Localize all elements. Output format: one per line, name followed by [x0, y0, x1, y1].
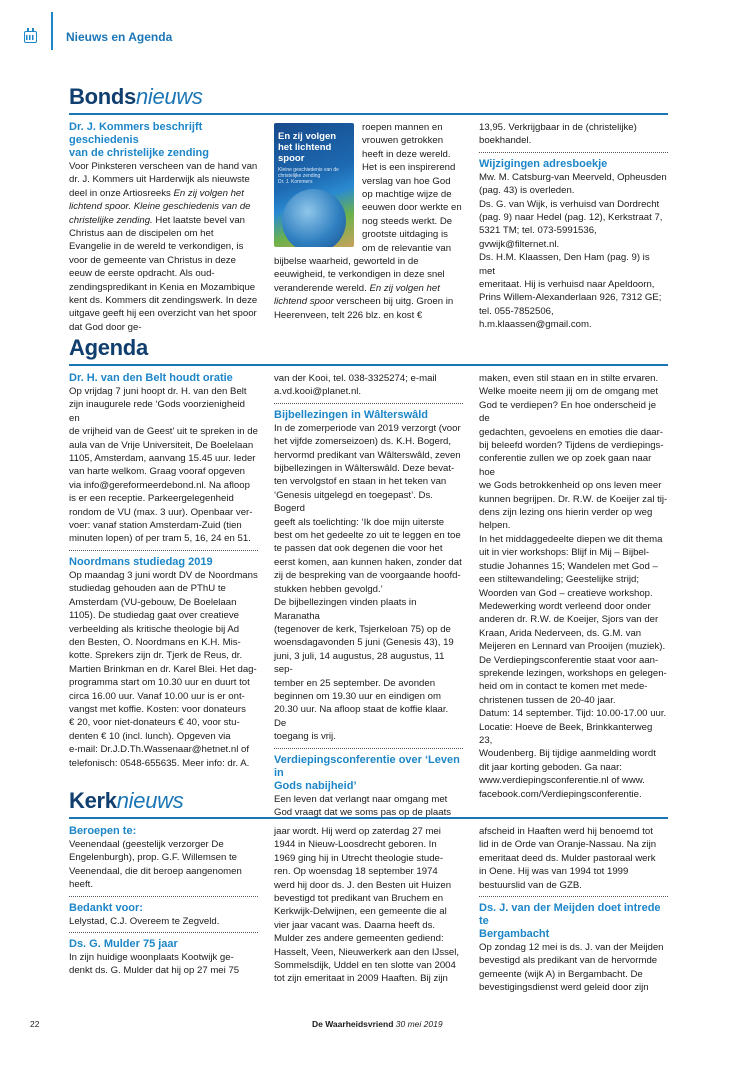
page-header	[0, 0, 738, 56]
article-body: 13,95. Verkrijgbaar in de (christelijke) boekhandel.	[479, 122, 637, 147]
article-body: van der Kooi, tel. 038-3325274; e-mail a.vd.kooi@planet.nl.	[274, 373, 437, 398]
kerknieuws-section	[69, 788, 668, 995]
article-heading: Bijbellezingen in Wâlterswâld	[274, 408, 429, 421]
agenda-section	[69, 335, 668, 819]
article-heading: Dr. H. van den Belt houdt oratie	[69, 372, 233, 384]
article-heading: Wijzigingen adresboekje	[479, 157, 608, 170]
article-heading: Beroepen te:	[69, 825, 137, 837]
issue-date: 30 mei 2019	[395, 1019, 443, 1029]
page-number: 22	[30, 1019, 40, 1029]
article-body: Lelystad, C.J. Overeem te Zegveld.	[69, 915, 220, 927]
article-heading: Noordmans studiedag 2019	[69, 555, 213, 568]
article-body: Op maandag 3 juni wordt DV de Noordmans studiedag gehouden aan de PThU te Amsterdam (VU-gebouw, De Boelelaan 1105). De studiedag gaat over creatieve verbeelding als kritische theologie bij Ad den Besten, O. Noordmans en K.H. Mis- kotte. Sprekers zijn dr. Tjerk de Reus, dr. Martien Brinkman en dr. Karel Blei. Het dag- programma start om 10.30 uur en duurt tot circa 16.00 uur. Vanaf 10.00 uur is er ont- vangst met koffie. Kosten: voor donateurs € 20, voor niet-donateurs € 40, voor stu- denten € 10 (incl. lunch). Opgeven via e-mail: Dr.J.D.Th.Wassenaar@hetnet.nl of telefonisch: 0548-655635. Meer info: dr. A.	[69, 569, 258, 769]
book-subtitle: Kleine geschiedenis van de christelijke zending	[278, 167, 339, 179]
dotted-divider	[69, 896, 258, 897]
kerknieuws-heading: Kerknieuws	[69, 788, 668, 819]
article-body: In de zomerperiode van 2019 verzorgt (voor het vijfde zomerseizoen) ds. K.H. Bogerd, hervormd predikant van Wâlterswâld, zeven bijbellezingen in Wâlterswâld. Deze bevat- ten vervolgstof en staan in het teken van ‘Genesis uitgelegd en toegepast’. Ds. Bogerd geeft als toelichting: ‘Ik doe mijn uiterste best om het gedeelte zo uit te leggen en toe te passen dat ook degenen die voor het eerst komen, aan kunnen haken, zonder dat zij de bespreking van de voorgaande hoofd- stukken hebben gevolgd.’ De bijbellezingen vinden plaats in Maranatha (tegenover de kerk, Tsjerkeloan 75) op de woensdagavonden 5 juni (Genesis 43), 19 juni, 3 juli, 14 augustus, 28 augustus, 11 sep- tember en 25 september. De avonden beginnen om 19.30 uur en eindigen om 20.30 uur. Na afloop staat de koffie klaar. De toegang is vrij.	[274, 422, 462, 743]
dotted-divider	[274, 748, 463, 749]
article-body: afscheid in Haaften werd hij benoemd tot lid in de Orde van Oranje-Nassau. Na zijn emeritaat deed ds. Mulder pastoraal werk in Oene. Hij was van 1994 tot 1999 bestuurslid van de GZB.	[479, 826, 657, 891]
globe-image	[282, 189, 346, 247]
book-author: Dr. J. Kommers	[278, 179, 313, 185]
article-body: En zij volgen het lichtend spoor Kleine geschiedenis van de christelijke zending Dr. J. Kommers roepen mannen en vrouwen getrokken heeft in deze wereld. Het is een inspirerend verslag van hoe God op machtige wijze de eeuwen door werkte en nog steeds werkt. De grootste uitdaging is om de relevantie van bijbelse waarheid, geworteld in de eeuwigheid, te verkondigen in deze snel veranderende wereld. En zij volgen het lichtend spoor verscheen bij uitg. Groen in Heerenveen, telt 226 blz. en kost €	[274, 122, 462, 321]
bonds-col-2	[274, 121, 463, 334]
agenda-col-3	[479, 372, 668, 819]
dotted-divider	[274, 403, 463, 404]
kerk-col-3	[479, 825, 668, 995]
dotted-divider	[69, 550, 258, 551]
article-body: Mw. M. Catsburg-van Meerveld, Opheusden (pag. 43) is overleden. Ds. G. van Wijk, is verhuisd van Dordrecht (pag. 9) naar Hedel (pag. 12), Kerkstraat 7, 5321 TM; tel. 073-5991536, gvwijk@filternet.nl. Ds. H.M. Klaassen, Den Ham (pag. 9) is met emeritaat. Hij is verhuisd naar Apeldoorn, Prins Willem-Alexanderlaan 926, 7312 GE; tel. 055-7852506, h.m.klaassen@gmail.com.	[479, 171, 667, 331]
section-title: Nieuws en Agenda	[66, 30, 173, 44]
article-heading: Bedankt voor:	[69, 901, 143, 914]
magazine-name: De Waarheidsvriend 30 mei 2019	[312, 1019, 443, 1029]
article-heading: Ds. J. van der Meijden doet intrede te Bergambacht	[479, 902, 661, 941]
kerk-col-2	[274, 825, 463, 995]
agenda-heading: Agenda	[69, 335, 668, 366]
book-cover-image	[274, 123, 354, 247]
agenda-col-1	[69, 372, 258, 819]
dotted-divider	[479, 896, 668, 897]
bondsnieuws-section	[69, 84, 668, 334]
article-body: Op zondag 12 mei is ds. J. van der Meijden bevestigd als predikant van de hervormde gemeente (wijk A) in Bergambacht. De bevestigingsdienst werd geleid door zijn	[479, 942, 664, 994]
article-heading: Dr. J. Kommers beschrijft geschiedenis van de christelijke zending	[69, 121, 209, 159]
agenda-col-2	[274, 372, 463, 819]
article-body: Voor Pinksteren verscheen van de hand van dr. J. Kommers uit Harderwijk als nieuwste deel in onze Artiosreeks En zij volgen het lichtend spoor. Kleine geschiedenis van de christelijke zending. Het laatste bevel van Christus aan de discipelen om het Evangelie in de wereld te verkondigen, is voor de gemeente van Christus in deze eeuw de eerste opdracht. Als oud-zendingspredikant in Kenia en Mozambique kent ds. Kommers dit zendingswerk. In deze uitgave geeft hij een overzicht van het spoor dat God door ge-	[69, 161, 258, 333]
dotted-divider	[69, 932, 258, 933]
book-title: En zij volgen het lichtend spoor	[278, 131, 337, 164]
article-body: Een leven dat verlangt naar omgang met God vraagt dat we soms pas op de plaats	[274, 793, 452, 818]
bonds-col-1	[69, 121, 258, 334]
article-heading: Ds. G. Mulder 75 jaar	[69, 938, 178, 951]
article-heading: Verdiepingsconferentie over ‘Leven in Gods nabijheid’	[274, 753, 460, 792]
article-body: In zijn huidige woonplaats Kootwijk ge- denkt ds. G. Mulder dat hij op 27 mei 75	[69, 952, 240, 977]
calendar-icon	[24, 31, 37, 43]
bondsnieuws-heading: Bondsnieuws	[69, 84, 668, 115]
dotted-divider	[479, 152, 668, 153]
kerk-col-1	[69, 825, 258, 995]
article-body: Veenendaal (geestelijk verzorger De Engelenburgh), prop. G.F. Willemsen te Veenendaal, die dit beroep aangenomen heeft.	[69, 839, 242, 891]
header-divider	[51, 12, 53, 50]
bonds-col-3	[479, 121, 668, 334]
article-body: Op vrijdag 7 juni hoopt dr. H. van den Belt zijn inaugurele rede ‘Gods voorzienigheid en de vrijheid van de Geest’ uit te spreken in de aula van de Vrije Universiteit, De Boelelaan 1105, Amsterdam, aanvang 15.45 uur. Ieder van harte welkom. Graag vooraf opgeven via info@gereformeerdebond.nl. Na afloop is er een receptie. Parkeergelegenheid rondom de VU (max. 3 uur). Openbaar ver- voer: vanaf station Amsterdam-Zuid (tien minuten lopen) of per tram 5, 16, 24 en 51.	[69, 386, 258, 545]
article-body: jaar wordt. Hij werd op zaterdag 27 mei 1944 in Nieuw-Loosdrecht geboren. In 1969 ging hij in Utrecht theologie stude- ren. Op woensdag 18 september 1974 werd hij door ds. J. den Besten uit Huizen bevestigd tot predikant van Bruchem en Kerkwijk-Delwijnen, een gemeente die al vier jaar vacant was. Daarna heeft ds. Mulder zes andere gemeenten gediend: Hasselt, Veen, Nieuwerkerk aan den IJssel, Sommelsdijk, Uddel en ten slotte van 2004 tot zijn emeritaat in 2009 Haaften. Bij zijn	[274, 826, 460, 985]
article-body: maken, even stil staan en in stilte ervaren. Welke moeite neem jij om de omgang met God te verdiepen? En hoe onderscheid je de gedachten, gevoelens en emoties die daar- bij beleefd worden? Tijdens de verdiepings- conferentie zullen we op zoek gaan naar hoe we Gods betrokkenheid op ons leven meer kunnen begrijpen. Dr. R.W. de Koeijer zal tij- dens zijn lezing ons hierin verder op weg helpen. In het middaggedeelte diepen we dit thema uit in vier workshops: Blijf in Mij – Bijbel- studie Johannes 15; Wandelen met God – een stiltewandeling; Geestelijke strijd; Woorden van God – creatieve workshop. Medewerking wordt verleend door onder anderen dr. R.W. de Koeijer, Sjors van der Kraan, Arida Nederveen, ds. G.M. van Meijeren en Lennard van Prooijen (muziek). De Verdiepingsconferentie staat voor aan- sprekende lezingen, workshops en gelegen- heid om in contact te komen met mede- christenen tussen de 20-40 jaar. Datum: 14 september. Tijd: 10.00-17.00 uur. Locatie: Hoeve de Beek, Brinkkanterweg 23, Woudenberg. Bij tijdige aanmelding wordt dit jaar korting geboden. Ga naar: www.verdiepingsconferentie.nl of www. facebook.com/Verdiepingsconferentie.	[479, 373, 668, 800]
